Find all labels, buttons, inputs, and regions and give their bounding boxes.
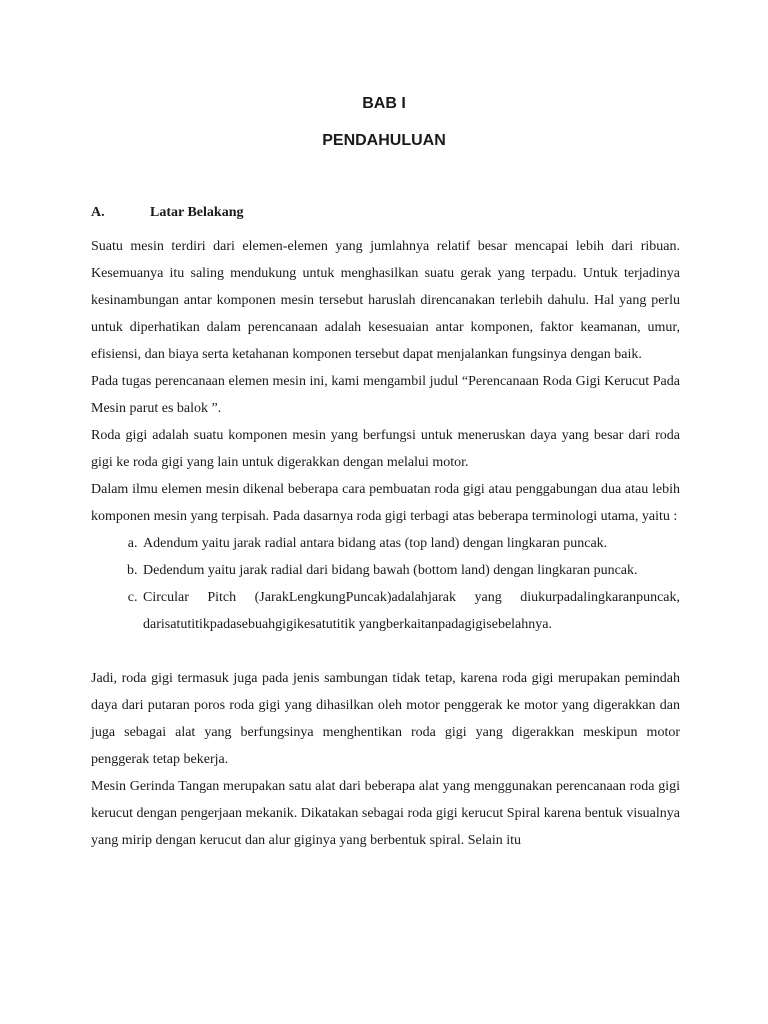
paragraph: Dalam ilmu elemen mesin dikenal beberapa cara pembuatan roda gigi atau penggabungan dua atau lebih komponen mesin yang terpisah. Pada dasarnya roda gigi terbagi atas beberapa terminologi utama, yaitu : <box>91 482 680 524</box>
section-heading <box>91 205 243 221</box>
list-item: c. Circular Pitch (JarakLengkungPuncak)adalahjarak yang diukurpadalingkaranpuncak, darisatutitikpadasebuahgigikesatutitik yangberkaitanpadagigisebelahnya. <box>141 584 680 638</box>
chapter-title: PENDAHULUAN <box>322 132 446 149</box>
document-body <box>91 233 680 854</box>
spacer <box>91 638 680 665</box>
paragraph: Roda gigi adalah suatu komponen mesin yang berfungsi untuk meneruskan daya yang besar dari roda gigi ke roda gigi yang lain untuk digerakkan dengan melalui motor. <box>91 428 680 470</box>
list-item: b. Dedendum yaitu jarak radial dari bidang bawah (bottom land) dengan lingkaran puncak. <box>141 557 680 584</box>
paragraph: Mesin Gerinda Tangan merupakan satu alat dari beberapa alat yang menggunakan perencanaan roda gigi kerucut dengan pengerjaan mekanik. Dikatakan sebagai roda gigi kerucut Spiral karena bentuk visualnya yang mirip dengan kerucut dan alur giginya yang berbentuk spiral. Selain itu <box>91 779 680 848</box>
section-number: A. <box>91 205 105 220</box>
list-item: a. Adendum yaitu jarak radial antara bidang atas (top land) dengan lingkaran puncak. <box>141 530 680 557</box>
paragraph: Suatu mesin terdiri dari elemen-elemen yang jumlahnya relatif besar mencapai lebih dari ribuan. Kesemuanya itu saling mendukung untuk menghasilkan suatu gerak yang terpadu. Untuk terjadinya kesinambungan antar komponen mesin tersebut haruslah direncanakan terlebih dahulu. Hal yang perlu untuk diperhatikan dalam perencanaan adalah kesesuaian antar komponen, faktor keamanan, umur, efisiensi, dan biaya serta ketahanan komponen tersebut dapat menjalankan fungsinya dengan baik. <box>91 239 680 362</box>
list-item-continuation: darisatutitikpadasebuahgigikesatutitik yangberkaitanpadagigisebelahnya. <box>143 617 552 632</box>
terminology-list <box>91 530 680 638</box>
chapter-heading: BAB I <box>362 95 406 112</box>
paragraph: Jadi, roda gigi termasuk juga pada jenis sambungan tidak tetap, karena roda gigi merupakan pemindah daya dari putaran poros roda gigi yang dihasilkan oleh motor penggerak ke motor yang digerakkan dan juga sebagai alat yang berfungsinya menghentikan roda gigi yang digerakkan meskipun motor penggerak tetap bekerja. <box>91 671 680 767</box>
section-title: Latar Belakang <box>150 205 244 220</box>
paragraph: Pada tugas perencanaan elemen mesin ini, kami mengambil judul “Perencanaan Roda Gigi Kerucut Pada Mesin parut es balok ”. <box>91 374 680 416</box>
